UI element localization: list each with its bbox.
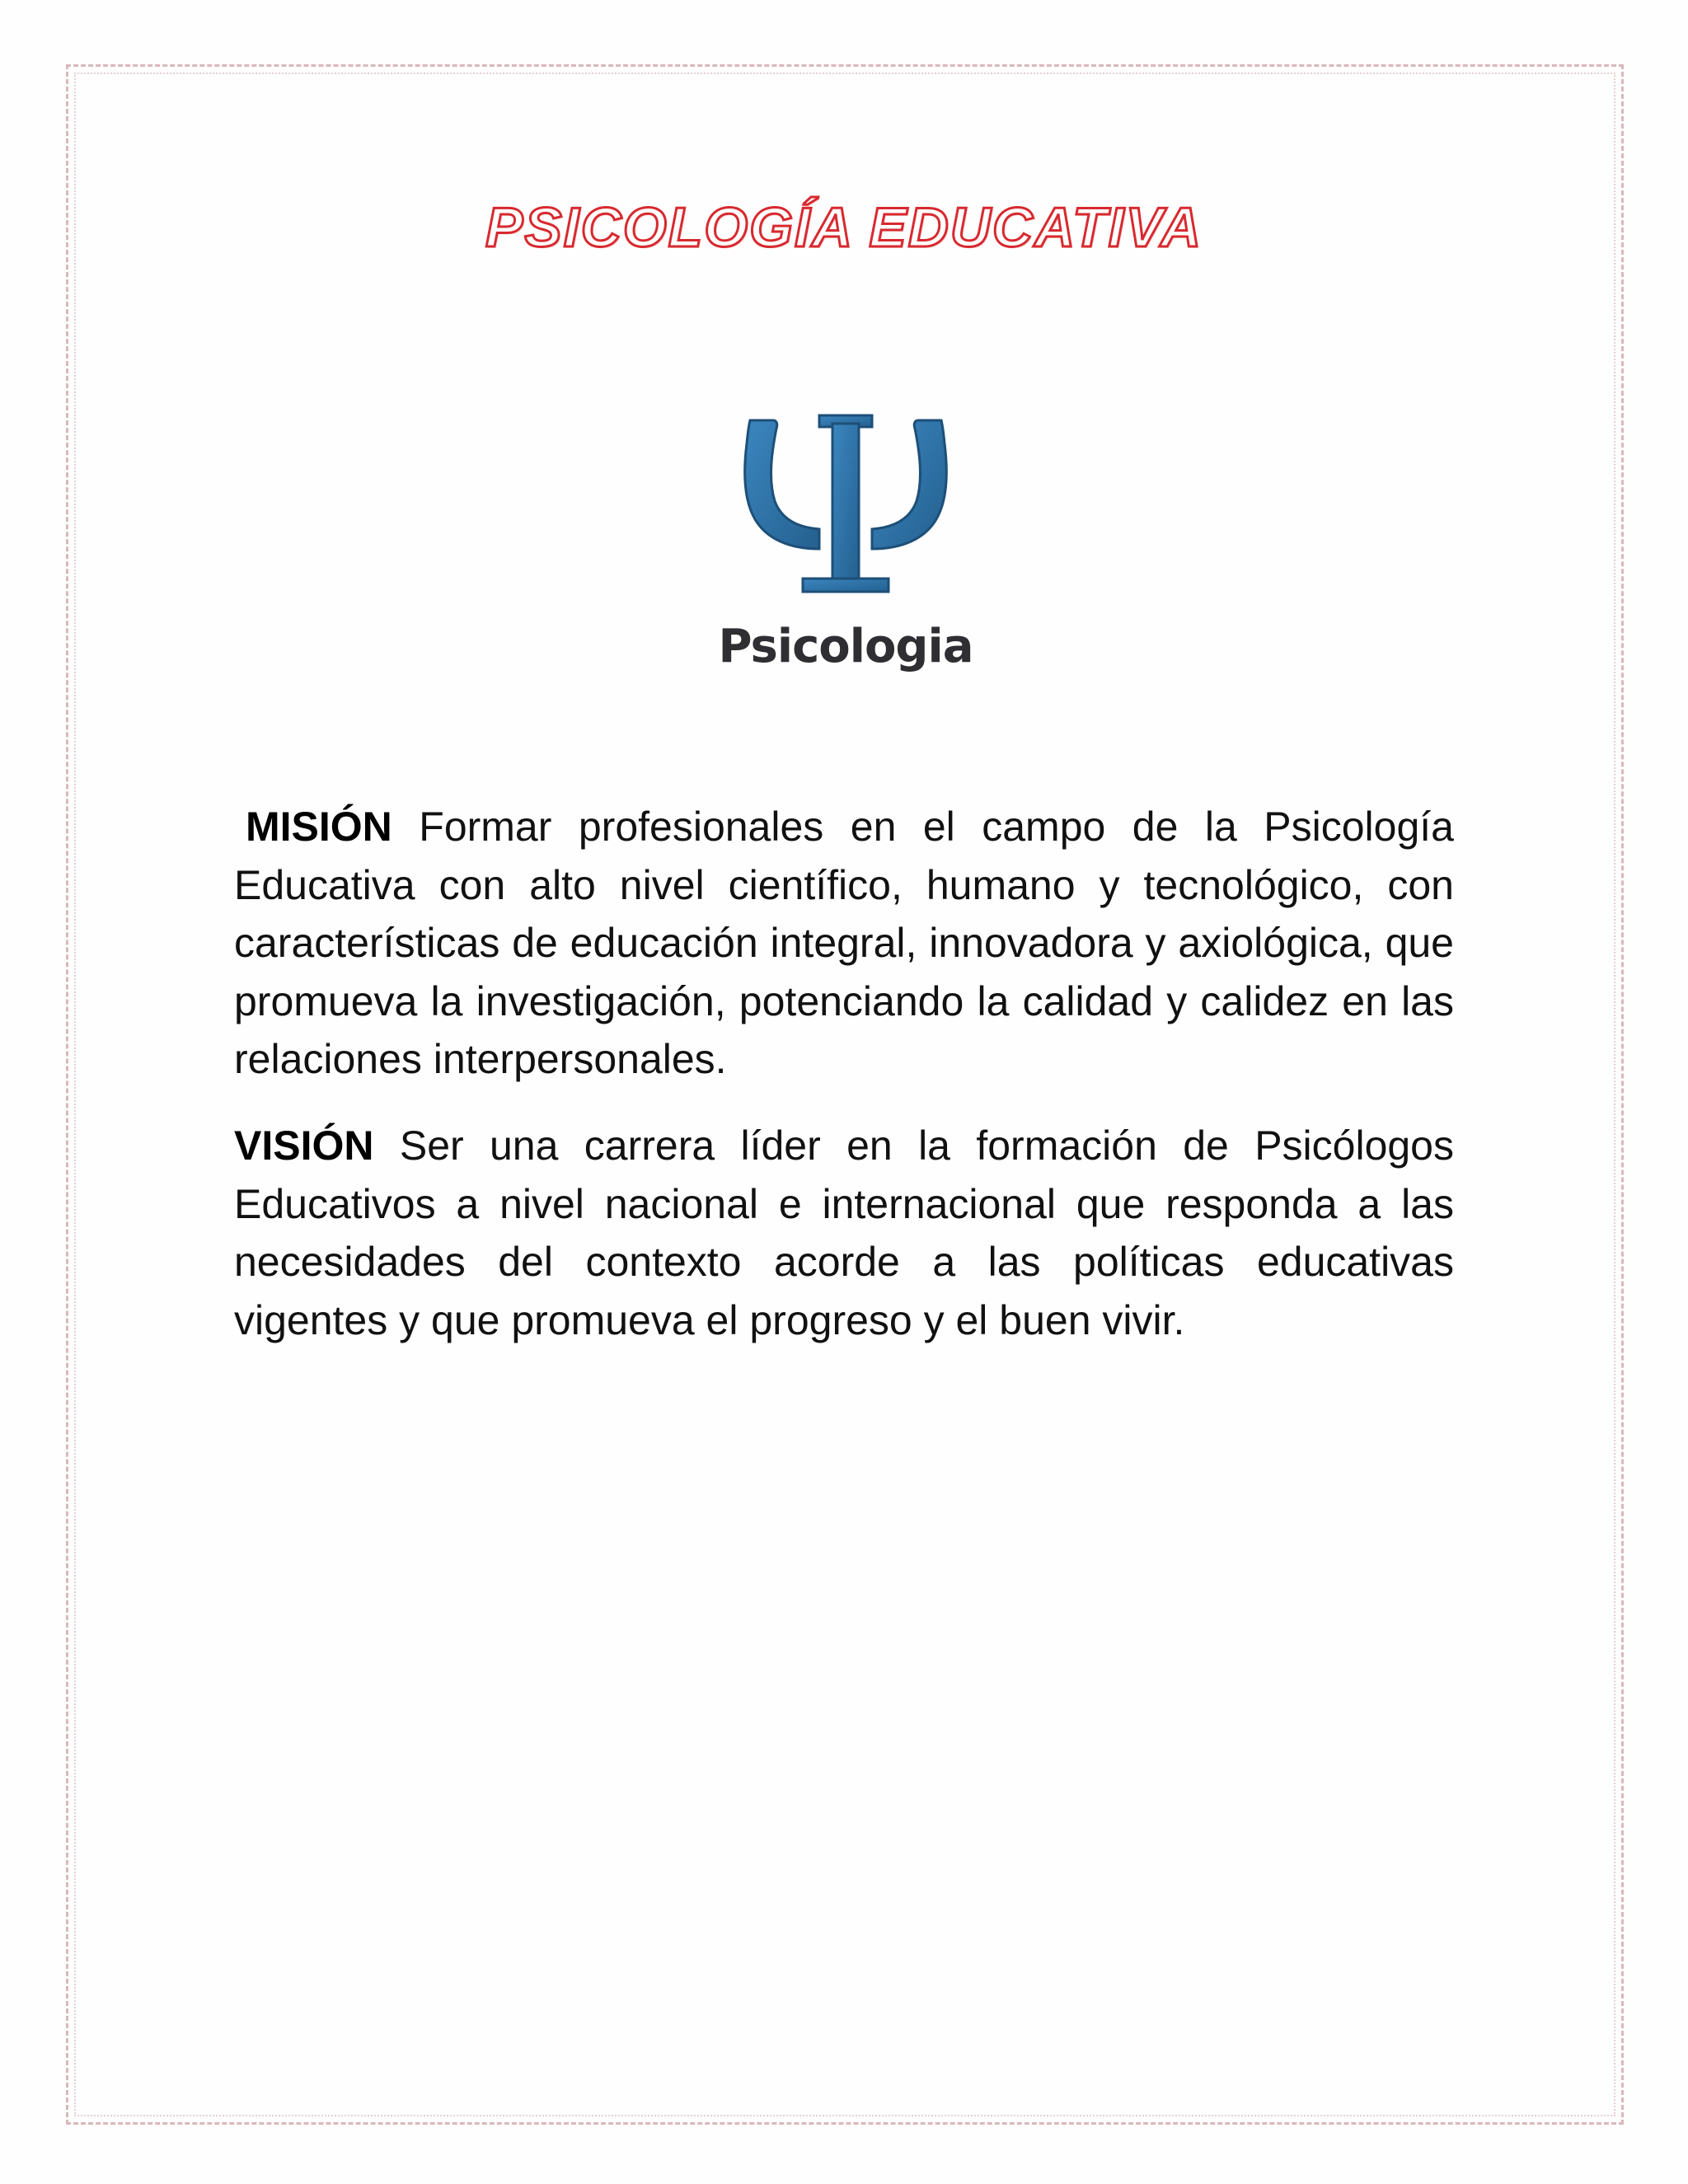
mision-text: Formar profesionales en el campo de la Psicología Educativa con alto nivel científico, humano y tecnológico, con características de educación integral, innovadora y axiológica, que promueva la investigación, potenciando la calidad y calidez en las relaciones interpersonales.	[234, 804, 1454, 1082]
vision-paragraph	[234, 1117, 1454, 1349]
mision-paragraph	[234, 798, 1454, 1089]
psi-icon	[714, 404, 978, 618]
vision-label: VISIÓN	[234, 1122, 374, 1169]
logo-caption: Psicologia	[718, 620, 973, 673]
document-title: PSICOLOGÍA EDUCATIVA	[485, 196, 1203, 259]
vision-text: Ser una carrera líder en la formación de Psicólogos Educativos a nivel nacional e internacional que responda a las necesidades del contexto acorde a las políticas educativas vigentes y que promueva el progreso y el buen vivir.	[234, 1122, 1454, 1343]
decorative-page-border-inner	[74, 73, 1615, 2116]
mision-label: MISIÓN	[246, 804, 392, 850]
psychology-logo	[714, 404, 978, 692]
